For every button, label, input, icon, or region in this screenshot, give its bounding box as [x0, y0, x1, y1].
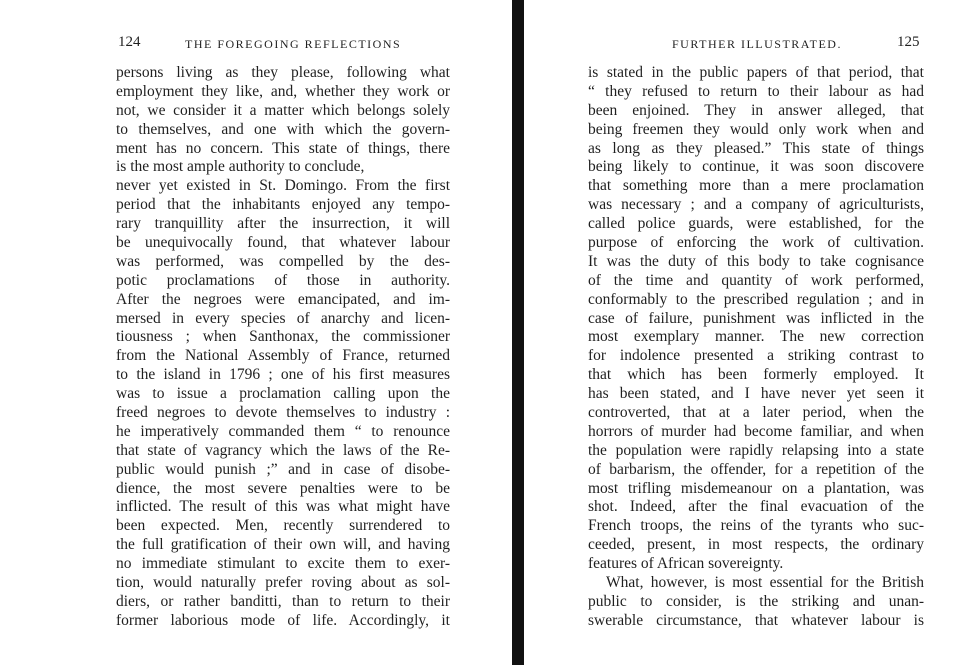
text-line: employment they like, and, whether they work or	[116, 82, 450, 100]
text-line: swerable circumstance, that whatever labour is	[588, 611, 924, 629]
text-line: to themselves, and one with which the govern-	[116, 120, 450, 138]
text-line: most trifling misdemeanour on a plantation, was	[588, 479, 924, 497]
text-line: It was the duty of this body to take cognisance	[588, 252, 924, 270]
text-line: no immediate stimulant to excite them to exer-	[116, 555, 450, 573]
text-line: After the negroes were emancipated, and im-	[116, 290, 450, 308]
body-text	[588, 64, 924, 631]
page-number: 124	[118, 34, 141, 50]
book-gutter	[512, 0, 524, 665]
text-line: for indolence presented a striking contrast to	[588, 347, 924, 365]
text-line: persons living as they please, following what	[116, 64, 450, 81]
text-line: former laborious mode of life. Accordingly, it	[116, 611, 450, 629]
page-number: 125	[897, 34, 920, 50]
text-line: the population were rapidly relapsing into a state	[588, 441, 924, 459]
text-line: of the time and quantity of work performed,	[588, 271, 924, 289]
text-line: potic proclamations of those in authority.	[116, 271, 450, 289]
text-line: “ they refused to return to their labour as had	[588, 82, 924, 100]
text-line: was to issue a proclamation calling upon the	[116, 385, 450, 403]
text-line: period that the inhabitants enjoyed any tempo-	[116, 196, 450, 214]
text-line: the full gratification of their own will, and having	[116, 536, 450, 554]
text-line: French troops, the reins of the tyrants who suc-	[588, 517, 924, 535]
text-line: most exemplary manner. The new correction	[588, 328, 924, 346]
text-line: was performed, was compelled by the des-	[116, 252, 450, 270]
text-line: case of failure, punishment was inflicted in the	[588, 309, 924, 327]
text-line: of barbarism, the offender, for a repetition of the	[588, 460, 924, 478]
text-line: inflicted. The result of this was what might have	[116, 498, 450, 516]
text-line: freed negroes to devote themselves to industry :	[116, 404, 450, 422]
text-line: was necessary ; and a company of agriculturists,	[588, 196, 924, 214]
text-line: diers, or rather banditti, than to return to their	[116, 592, 450, 610]
text-line: called police guards, were established, for the	[588, 215, 924, 233]
text-line: features of African sovereignty.	[588, 555, 784, 573]
body-text	[116, 64, 450, 631]
text-line: public to consider, is the striking and unan-	[588, 592, 924, 610]
running-head: THE FOREGOING REFLECTIONS	[185, 37, 402, 51]
text-line: not, we consider it a matter which belongs solely	[116, 101, 450, 119]
text-line: conformably to the prescribed regulation ; and in	[588, 290, 924, 308]
text-line: public would punish ;” and in case of disobe-	[116, 460, 450, 478]
text-line: ment has no concern. This state of things, there	[116, 139, 450, 157]
text-line: shot. Indeed, after the final evacuation of the	[588, 498, 924, 516]
text-line: controverted, that at a later period, when the	[588, 404, 924, 422]
right-page	[524, 0, 980, 665]
text-line: that which has been formerly employed. It	[588, 366, 924, 384]
text-line: been enjoined. They in answer alleged, that	[588, 101, 924, 119]
text-line: tion, would naturally prefer roving about as sol-	[116, 574, 450, 592]
text-line: dience, the most severe penalties were to be	[116, 479, 450, 497]
running-head: FURTHER ILLUSTRATED.	[672, 37, 842, 51]
text-line: is the most ample authority to conclude,	[116, 158, 365, 176]
text-line: been expected. Men, recently surrendered to	[116, 517, 450, 535]
text-line: mersed in every species of anarchy and licen-	[116, 309, 450, 327]
text-line: be unequivocally found, that whatever labour	[116, 234, 450, 252]
text-line: horrors of murder had become familiar, and when	[588, 422, 924, 440]
text-line: has been stated, and I have never yet seen it	[588, 385, 924, 403]
text-line: as long as they pleased.” This state of things	[588, 139, 924, 157]
text-line: never yet existed in St. Domingo. From the first	[116, 177, 450, 195]
text-line: being freemen they would only work when and	[588, 120, 924, 138]
text-line: that state of vagrancy which the laws of the Re-	[116, 441, 450, 459]
text-line: purpose of enforcing the work of cultivation.	[588, 234, 924, 252]
text-line: is stated in the public papers of that period, that	[588, 64, 924, 81]
text-line: that something more than a mere proclamation	[588, 177, 924, 195]
text-line: to the island in 1796 ; one of his first measures	[116, 366, 450, 384]
text-line: from the National Assembly of France, returned	[116, 347, 450, 365]
text-line: What, however, is most essential for the British	[606, 574, 924, 592]
text-line: being likely to continue, it was soon discovere	[588, 158, 924, 176]
text-line: ceeded, present, in most respects, the ordinary	[588, 536, 924, 554]
text-line: tiousness ; when Santhonax, the commissioner	[116, 328, 450, 346]
text-line: rary tranquillity after the insurrection, it will	[116, 215, 450, 233]
text-line: he imperatively commanded them “ to renounce	[116, 422, 450, 440]
